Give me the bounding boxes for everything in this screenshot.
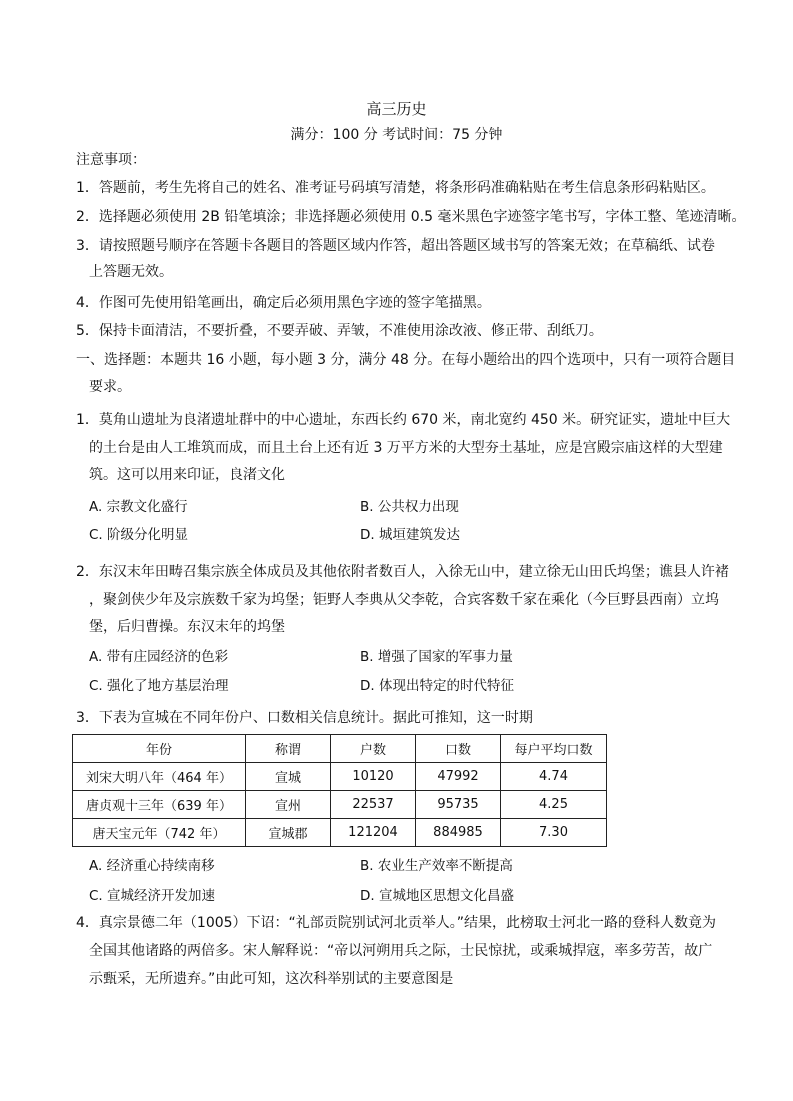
table-cell: 刘宋大明八年（464 年） [73,763,246,791]
question-4-text: 4．真宗景德二年（1005）下诏：“礼部贡院别试河北贡举人。”结果，此榜取士河北一路的登科人数竟为 [76,915,717,931]
question-3-option-c: C. 宣城经济开发加速 [89,888,216,904]
question-1-text: 1．莫角山遗址为良渚遗址群中的中心遗址，东西长约 670 米，南北宽约 450 米。研究证实，遗址中巨大 [76,412,731,428]
note-item: 5．保持卡面清洁，不要折叠，不要弄破、弄皱，不准使用涂改液、修正带、刮纸刀。 [76,323,603,339]
question-2-option-a: A. 带有庄园经济的色彩 [89,649,229,665]
table-row [73,763,607,791]
table-cell: 唐贞观十三年（639 年） [73,791,246,819]
question-3-text: 3．下表为宣城在不同年份户、口数相关信息统计。据此可推知，这一时期 [76,710,533,726]
note-item: 1．答题前，考生先将自己的姓名、准考证号码填写清楚，将条形码准确粘贴在考生信息条形码粘贴区。 [76,180,715,196]
population-table [72,734,607,847]
question-1-option-a: A. 宗教文化盛行 [89,499,188,515]
question-1-option-c: C. 阶级分化明显 [89,527,189,543]
table-cell: 唐天宝元年（742 年） [73,819,246,847]
table-cell: 22537 [331,791,416,819]
question-1-text: 的土台是由人工堆筑而成，而且土台上还有近 3 万平方米的大型夯土基址，应是宫殿宗庙这样的大型建 [89,440,723,456]
table-cell: 884985 [416,819,501,847]
section-heading: 一、选择题：本题共 16 小题，每小题 3 分，满分 48 分。在每小题给出的四个选项中，只有一项符合题目 [76,352,736,368]
table-cell: 121204 [331,819,416,847]
table-cell: 47992 [416,763,501,791]
table-header-cell: 每户平均口数 [501,735,607,763]
table-cell: 宣州 [246,791,331,819]
table-cell: 宣城郡 [246,819,331,847]
table-header-cell: 口数 [416,735,501,763]
exam-title: 高三历史 [366,100,427,118]
note-item: 4．作图可先使用铅笔画出，确定后必须用黑色字迹的签字笔描黑。 [76,295,491,311]
section-heading: 要求。 [89,379,131,395]
question-2-option-d: D. 体现出特定的时代特征 [360,678,514,694]
table-header-cell: 户数 [331,735,416,763]
question-2-option-c: C. 强化了地方基层治理 [89,678,229,694]
table-header-cell: 年份 [73,735,246,763]
question-3-option-a: A. 经济重心持续南移 [89,858,215,874]
exam-subtitle: 满分：100 分 考试时间：75 分钟 [290,127,503,143]
question-2-option-b: B. 增强了国家的军事力量 [360,649,513,665]
question-1-text: 筑。这可以用来印证，良渚文化 [89,467,285,483]
question-1-option-b: B. 公共权力出现 [360,499,459,515]
question-1-option-d: D. 城垣建筑发达 [360,527,460,543]
table-header-row [73,735,607,763]
table-header-cell: 称谓 [246,735,331,763]
table-cell: 4.74 [501,763,607,791]
note-item: 上答题无效。 [89,264,173,280]
note-item: 2．选择题必须使用 2B 铅笔填涂；非选择题必须使用 0.5 毫米黑色字迹签字笔书写，字体工整、笔迹清晰。 [76,209,746,225]
table-cell: 7.30 [501,819,607,847]
question-4-text: 示甄采，无所遗弃。”由此可知，这次科举别试的主要意图是 [89,971,454,987]
question-3-option-b: B. 农业生产效率不断提高 [360,858,513,874]
question-2-text: 堡，后归曹操。东汉末年的坞堡 [89,619,285,635]
table-cell: 宣城 [246,763,331,791]
question-4-text: 全国其他诸路的两倍多。宋人解释说：“帝以河朔用兵之际，士民惊扰，或乘城捍寇，率多劳苦，故广 [89,943,713,959]
table-row [73,791,607,819]
question-2-text: ，聚剑侠少年及宗族数千家为坞堡；钜野人李典从父李乾，合宾客数千家在乘化（今巨野县西南）立坞 [89,592,719,608]
question-3-option-d: D. 宣城地区思想文化昌盛 [360,888,514,904]
table-cell: 4.25 [501,791,607,819]
table-cell: 95735 [416,791,501,819]
table-cell: 10120 [331,763,416,791]
question-2-text: 2．东汉末年田畴召集宗族全体成员及其他依附者数百人，入徐无山中，建立徐无山田氏坞堡；谯县人许褚 [76,564,729,580]
notes-heading: 注意事项： [76,152,146,168]
table-row [73,819,607,847]
note-item: 3．请按照题号顺序在答题卡各题目的答题区域内作答，超出答题区域书写的答案无效；在草稿纸、试卷 [76,238,715,254]
